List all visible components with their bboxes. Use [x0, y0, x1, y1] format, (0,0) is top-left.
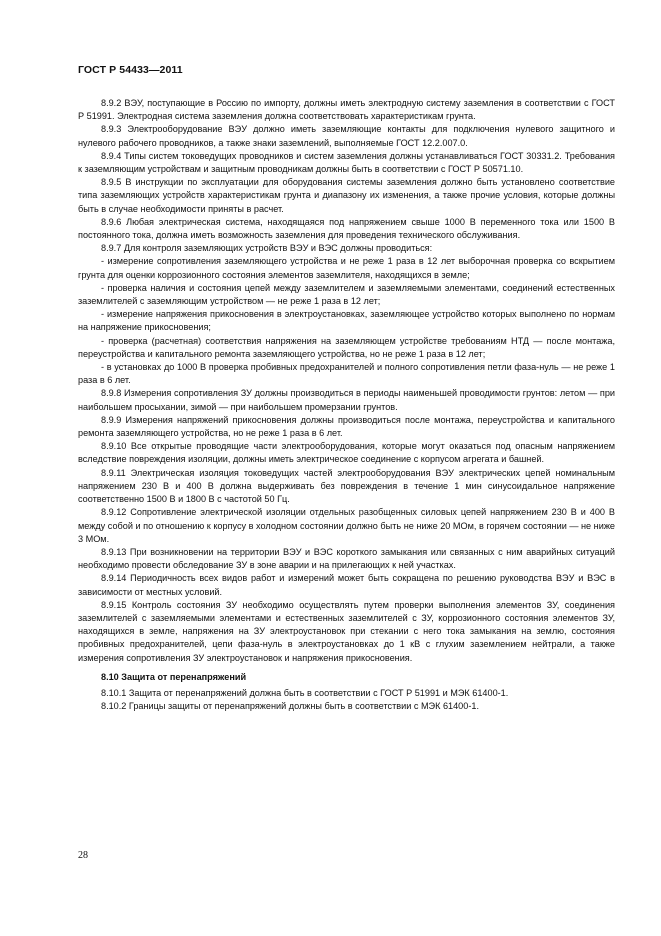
- paragraph-8-9-8: 8.9.8 Измерения сопротивления ЗУ должны производиться в периоды наименьшей проводимости грунтов: летом — при наибольшем просыхании, зимой — при наибольшем промерзании грунтов.: [78, 388, 615, 412]
- list-item: - измерение напряжения прикосновения в электроустановках, заземляющее устройство которых выполнено по нормам на напряжение прикосновения;: [78, 309, 615, 333]
- paragraph-8-9-2: 8.9.2 ВЭУ, поступающие в Россию по импорту, должны иметь электродную систему заземления в соответствии с ГОСТ Р 51991. Электродная система заземления должна соответствовать характеристикам грунта.: [78, 98, 615, 122]
- paragraph-8-9-4: 8.9.4 Типы систем токоведущих проводников и систем заземления должны устанавливаться ГОСТ 30331.2. Требования к заземляющим устройствам и защитным проводникам должны быть в соответствии с ГОСТ Р 50571.10.: [78, 150, 615, 175]
- list-item: - в установках до 1000 В проверка пробивных предохранителей и полного сопротивления петли фаза-нуль — не реже 1 раза в 6 лет.: [78, 362, 615, 386]
- paragraph-8-10-1: 8.10.1 Защита от перенапряжений должна быть в соответствии с ГОСТ Р 51991 и МЭК 61400-1.: [101, 687, 509, 698]
- list-item: - проверка наличия и состояния цепей между заземлителем и заземляемыми элементами, соединений естественных заземлителей с заземляющим устройством — не реже 1 раза в 12 лет;: [78, 282, 615, 307]
- paragraph-8-9-12: 8.9.12 Сопротивление электрической изоляции отдельных разобщенных силовых цепей напряжением 230 В и 400 В между собой и по отношению к корпусу в холодном состоянии должно быть не ниже 20 МОм, в горячем состоянии — не ниже 3 МОм.: [78, 507, 615, 544]
- list-item: - проверка (расчетная) соответствия напряжения на заземляющем устройстве требованиям НТД — после монтажа, переустройства и капитального ремонта заземляющего устройства, но не реже 1 раза в 12 лет;: [78, 335, 615, 359]
- page-number: 28: [78, 850, 88, 861]
- document-header: ГОСТ Р 54433—2011: [78, 64, 183, 76]
- paragraph-8-10-2: 8.10.2 Границы защиты от перенапряжений должны быть в соответствии с МЭК 61400-1.: [101, 701, 479, 712]
- paragraph-8-9-3: 8.9.3 Электрооборудование ВЭУ должно иметь заземляющие контакты для подключения нулевого защитного и нулевого рабочего проводников, а также знаки заземлений, выполняемые ГОСТ 12.2.007.0.: [78, 124, 615, 148]
- document-page: [78, 64, 615, 713]
- paragraph-8-9-6: 8.9.6 Любая электрическая система, находящаяся под напряжением свыше 1000 В переменного тока или 1500 В постоянного тока, должна иметь возможность заземления для проведения технического обслуживания.: [78, 216, 615, 241]
- section-heading: 8.10 Защита от перенапряжений: [101, 671, 247, 682]
- paragraph-8-9-7: 8.9.7 Для контроля заземляющих устройств ВЭУ и ВЭС должны проводиться:: [101, 243, 433, 254]
- list-item: - измерение сопротивления заземляющего устройства и не реже 1 раза в 12 лет выборочная проверка со вскрытием грунта для оценки коррозионного состояния элементов заземлителя, находящихся в земле;: [78, 256, 615, 280]
- paragraph-8-9-13: 8.9.13 При возникновении на территории ВЭУ и ВЭС короткого замыкания или связанных с ним аварийных ситуаций необходимо провести обследование ЗУ в зоне аварии и на прилегающих к ней участках.: [78, 546, 615, 571]
- paragraph-8-9-10: 8.9.10 Все открытые проводящие части электрооборудования, которые могут оказаться под опасным напряжением вследствие повреждения изоляции, должны иметь электрическое соединение с корпусом агрегата и башней.: [78, 441, 615, 465]
- paragraph-8-9-5: 8.9.5 В инструкции по эксплуатации для оборудования системы заземления должно быть установлено соответствие типа заземляющих устройств характеристикам грунта и диапазону их изменения, а также прочие условия, которые должны быть в случае необходимости приняты в расчет.: [78, 177, 615, 214]
- document-body: [78, 97, 615, 713]
- paragraph-8-9-9: 8.9.9 Измерения напряжений прикосновения должны производиться после монтажа, переустройства и капитального ремонта заземляющего устройства, но не реже 1 раза в 6 лет.: [78, 414, 615, 439]
- paragraph-8-9-11: 8.9.11 Электрическая изоляция токоведущих частей электрооборудования ВЭУ электрических цепей номинальным напряжением 230 В и 400 В должна выдерживать без повреждения в течение 1 мин синусоидальное напряжение соответственно 1500 В и 1800 В с частотой 50 Гц.: [78, 467, 615, 505]
- paragraph-8-9-15: 8.9.15 Контроль состояния ЗУ необходимо осуществлять путем проверки выполнения элементов ЗУ, соединения заземлителей с заземляемыми элементами и естественных заземлителей с ЗУ, коррозионного состояния элементов ЗУ, находящихся в земле, напряжения на ЗУ электроустановок при стекании с него тока замыкания на землю, состояния пробивных предохранителей, цепи фаза-нуль в электроустановках до 1 кВ с глухим заземлением нейтрали, а также измерения сопротивления ЗУ электроустановок и напряжения прикосновения.: [78, 599, 615, 663]
- paragraph-8-9-14: 8.9.14 Периодичность всех видов работ и измерений может быть сокращена по решению руководства ВЭУ и ВЭС в зависимости от местных условий.: [78, 573, 615, 597]
